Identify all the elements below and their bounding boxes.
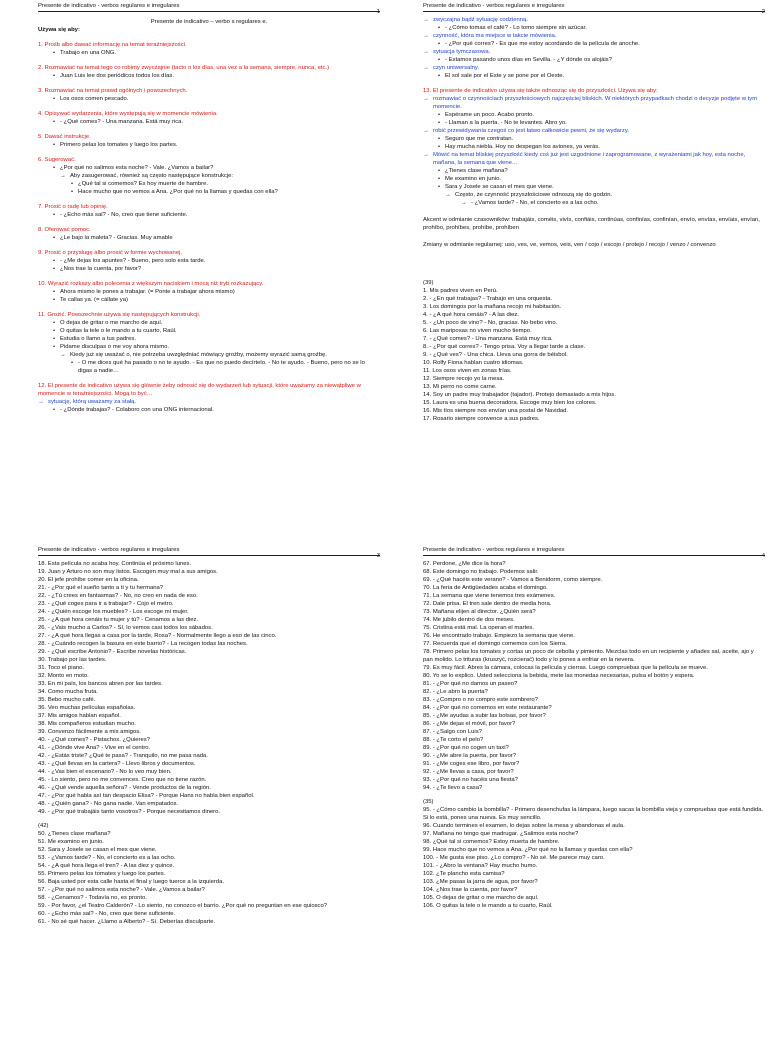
exercise-item: 9. - ¿Qué ves? - Una chica. Lleva una gorra de béisbol. — [423, 352, 568, 358]
example: • - O me dices qué ha pasado o no te ayudo. - Es que no puedo decírtelo. - No te ayudo. - Bueno, pero no se lo digas a nadie… — [38, 359, 380, 375]
example: • Primero pelas los tomates y luego los partes. — [38, 141, 380, 149]
example: • Estudia o llamo a tus padres. — [38, 335, 380, 343]
example: • Me examino en junio. — [423, 175, 765, 183]
exercise-item: 74. Me jubilo dentro de dos meses. — [423, 617, 515, 623]
exercise-item: 11. Los osos viven en zonas frías. — [423, 368, 512, 374]
exercise-item: 68. Este domingo no trabajo. Podemos salir. — [423, 569, 539, 575]
rule-10: 10. Wyrazić rozkazy albo polecenia z większym naciskiem i mocą niż tryb rozkazujący. — [38, 281, 264, 287]
exercise-item: 54. - ¿A qué hora llega el tren? - A las diez y quince. — [38, 863, 175, 869]
exercise-item: 8. - ¿Por qué corres? - Tengo prisa. Voy a llegar tarde a clase. — [423, 344, 586, 350]
usage: → czyn uniwersalny. — [423, 64, 765, 72]
example: • - Llaman a la puerta. - No te levantes. Abro yo. — [423, 119, 765, 127]
usage: → zwyczajna bądź sytuację codzienną. — [423, 16, 765, 24]
exercise-item: 91. - ¿Me coges ese libro, por favor? — [423, 761, 520, 767]
exercise-item: 89. - ¿Por qué no cogen un taxi? — [423, 745, 509, 751]
page-4 — [423, 546, 765, 1042]
exercise-item: 103. ¿Me pasas la jarra de agua, por favor? — [423, 879, 538, 885]
example: • Te callas ya. (= cállate ya) — [38, 296, 380, 304]
exercise-item: 78. Primero pelas los tomates y cortas un poco de cebolla y pimiento. Mezclas todo en un recipiente y añades sal, aceite, ajo y pan molido. Lo trituras (kruszyć, rozcierać) todo y lo pones a enfriar en la nevera. — [423, 649, 754, 663]
example: • - ¿Qué comes? - Una manzana. Está muy rica. — [38, 118, 380, 126]
page-number: 2 — [761, 9, 765, 15]
exercise-list — [423, 806, 765, 910]
exercise-item: 28. - ¿Cuándo recogen la basura en este barrio? - La recogen todas las noches. — [38, 641, 248, 647]
rule-2: 2. Rozmawiać na temat tego co robimy zwyczajnie (tacto o los días, una vez a la semana, siempre, nunca, etc.) — [38, 65, 330, 71]
page-number: 1 — [376, 9, 380, 15]
exercise-item: 93. - ¿Por qué no hacéis una fiesta? — [423, 777, 518, 783]
exercise-item: 99. Hace mucho que no vemos a Ana. ¿Por qué no la llamas y quedas con ella? — [423, 847, 633, 853]
exercise-item: 25. - ¿A qué hora cenáis tu mujer y tú? - Cenamos a las diez. — [38, 617, 199, 623]
note: → Często, że czynność przyszłościowe odnoszą się do godzin. — [423, 191, 765, 199]
exercise-item: 88. - ¿Te corto el pelo? — [423, 737, 484, 743]
exercise-item: 73. Mañana elijen al director. ¿Quién será? — [423, 609, 536, 615]
exercise-item: 17. Rosario siempre convence a sus padres. — [423, 416, 540, 422]
exercise-item: 95. - ¿Cómo cambio la bombilla? - Primero desenchufas la lámpara, luego sacas la bombilla vieja y compruebas que está fundida. Si lo está, pones una nueva. Es muy sencillo. — [423, 807, 764, 821]
exercise-list — [423, 287, 765, 423]
exercise-item: 53. - ¿Vamos tarde? - No, el concierto es a las ocho. — [38, 855, 176, 861]
page-1 — [38, 2, 380, 498]
exercise-item: 94. - ¿Te llevo a casa? — [423, 785, 483, 791]
exercise-item: 31. Toco el piano. — [38, 665, 85, 671]
exercise-item: 48. - ¿Quién gana? - No gana nadie. Van empatados. — [38, 801, 179, 807]
example: • Espérame un poco. Acabo pronto. — [423, 111, 765, 119]
exercise-item: 21. - ¿Por qué el sueño tanto a ti y tu hermana? — [38, 585, 164, 591]
example: • O dejas de gritar o me marcho de aquí. — [38, 319, 380, 327]
exercise-item: 1. Mis padres viven en Perú. — [423, 288, 498, 294]
rule-12: 12. El presente de indicativo używa się głównie żeby odnosić się do wydarzeń lub sytuacji, które uważamy za niewątpliwe w momencie w teraźniejszości. Mogą to być… — [38, 383, 361, 397]
exercise-item: 98. ¿Qué tal si comemos? Estoy muerta de hambre. — [423, 839, 560, 845]
exercise-item: 36. Veo muchas películas españolas. — [38, 705, 136, 711]
exercise-item: 106. O quitas la tele o le mando a tu cuarto, Raúl. — [423, 903, 553, 909]
doc-title: Presente de indicativo – verbo s regulares e. — [150, 19, 268, 25]
exercise-item: 5. - ¿Un poco de vino? - No, gracias. No bebo vino. — [423, 320, 558, 326]
exercise-item: 3. Los domingos por la mañana recojo mi habitación. — [423, 304, 562, 310]
example: • ¿Le bajo la maleta? - Gracias. Muy amable — [38, 234, 380, 242]
exercise-item: 39. Convenzo fácilmente a mis amigos. — [38, 729, 141, 735]
exercise-item: 15. Laura es una buena decoradora. Escoge muy bien los colores. — [423, 400, 597, 406]
example: • Sara y Josele se casan el mes que viene. — [423, 183, 765, 191]
exercise-item: 75. Cristina está mal. La operan el martes. — [423, 625, 534, 631]
exercise-item: 50. ¿Tienes clase mañana? — [38, 831, 111, 837]
exercise-item: 20. El jefe prohíbe comer en la oficina. — [38, 577, 139, 583]
page-number: 4 — [761, 553, 765, 559]
exercise-item: 102. ¿Te plancho esta camisa? — [423, 871, 505, 877]
exercise-item: 56. Baja usted por esta calle hasta el final y luego tuerce a la izquierda. — [38, 879, 224, 885]
example: • ¿Tienes clase mañana? — [423, 167, 765, 175]
exercise-item: 92. - ¿Me llevas a casa, por favor? — [423, 769, 514, 775]
exercise-item: 82. - ¿Le abro la puerta? — [423, 689, 488, 695]
rule-6: 6. Sugerować. — [38, 157, 76, 163]
header-title: Presente de indicativo - verbos regulares e irregulares — [423, 547, 565, 553]
example: • ¿Qué tal si comemos? Es hoy muerte de hambre. — [38, 180, 380, 188]
exercise-item: 41. - ¿Dónde vive Ana? - Vive en el centro. — [38, 745, 151, 751]
changes-note: Zmiany w odmianie regularnej: uso, ves, ve, vemos, veis, ven / cojo / escojo / protejo / recojo / venzo / convenzo — [423, 242, 716, 248]
exercise-item: 49. - ¿Por qué trabajáis tanto vosotros? - Porque necesitamos dinero. — [38, 809, 221, 815]
exercise-item: 13. Mi perro no come carne. — [423, 384, 497, 390]
exercise-item: 10. Rolfy Fiona hablan cuatro idiomas. — [423, 360, 524, 366]
exercise-item: 101. - ¿Abro la ventana? Hay mucho humo. — [423, 863, 538, 869]
page-2 — [423, 2, 765, 498]
example: • ¿Nos trae la cuenta, por favor? — [38, 265, 380, 273]
exercise-item: 59. - Por favor, ¿el Teatro Calderón? - Lo siento, no conozco el barrio. ¿Por qué no preguntan en ese quiosco? — [38, 903, 328, 909]
page-header — [38, 2, 380, 15]
example: → - ¿Vamos tarde? - No, el concierto es a las ocho. — [423, 199, 765, 207]
exercise-item: 90. - ¿Me abre la puerta, por favor? — [423, 753, 516, 759]
rule-5: 5. Dawać instrukcje. — [38, 134, 91, 140]
exercise-item: 38. Mis compañeros estudian mucho. — [38, 721, 136, 727]
exercise-item: 85. - ¿Me ayudas a subir las bolsas, por favor? — [423, 713, 546, 719]
exercise-item: 24. - ¿Quién escoge los muebles? - Los escoge mi mujer. — [38, 609, 189, 615]
example: • Ahora mismo le pones a trabajar. (= Ponte a trabajar ahora mismo) — [38, 288, 380, 296]
exercise-item: 105. O dejas de gritar o me marcho de aquí. — [423, 895, 539, 901]
exercise-item: 70. La feria de Antigüedades acaba el domingo. — [423, 585, 548, 591]
exercise-item: 6. Las mariposas no viven mucho tiempo. — [423, 328, 532, 334]
exercise-item: 58. - ¿Cenamos? - Todavía no, es pronto. — [38, 895, 147, 901]
exercise-item: 57. - ¿Por qué no salimos esta noche? - Vale. ¿Vamos a bailar? — [38, 887, 205, 893]
note: → Aby zasugerować, również są często następujące konstrukcje: — [38, 172, 380, 180]
exercise-item: 69. - ¿Qué hacéis este verano? - Vamos a Benidorm, como siempre. — [423, 577, 603, 583]
page-header — [38, 546, 380, 559]
exercise-item: 23. - ¿Qué coges para ir a trabajar? - Cojo el metro. — [38, 601, 174, 607]
example: • Juan Luis lee dos periódicos todos los días. — [38, 72, 380, 80]
exercise-list — [38, 560, 380, 816]
exercise-item: 61. - No sé qué hacer. ¿Llamo a Alberto? - Sí. Deberías disculparte. — [38, 919, 216, 925]
exercise-item: 79. Es muy fácil. Abres la cámara, colocas la película y cierras. Luego compruebas que la película se mueve. — [423, 665, 708, 671]
exercise-item: 22. - ¿Tú crees en fantasmas? - No, no creo en nada de eso. — [38, 593, 198, 599]
exercise-item: 19. Juan y Arturo no son muy listos. Escogen muy mal a sus amigos. — [38, 569, 218, 575]
rule-13: 13. El presente de indicativo używa się także odnosząc się do przyszłości. Używa się aby: — [423, 88, 658, 94]
page-3 — [38, 546, 380, 1042]
example: • Trabajo en una ONG. — [38, 49, 380, 57]
example: • Pidame disculpas o me voy ahora mismo. — [38, 343, 380, 351]
exercise-item: 14. Soy un padre muy trabajador (tajador). Protejo demasiado a mis hijos. — [423, 392, 616, 398]
example: • - Estamos pasando unos días en Sevilla. - ¿Y dónde os alojáis? — [423, 56, 765, 64]
accent-note: Akcent w odmianie czasowników: trabajáis, coméis, vivís, confiáis, continúas, confinías, confinían, envío, envías, envíais, envían, prohíbo, prohíbes, prohíbe, prohíben — [423, 217, 760, 231]
exercise-item: 46. - ¿Qué vende aquella señora? - Vende productos de la región. — [38, 785, 211, 791]
rule-4: 4. Opisywać wydarzenia, które występują się w momencie mówienia. — [38, 111, 218, 117]
example: • Seguro que me contratan. — [423, 135, 765, 143]
example: • - ¿Dónde trabajas? - Colaboro con una ONG internacional. — [38, 406, 380, 414]
exercise-item: 67. Perdone, ¿Me dice la hora? — [423, 561, 506, 567]
exercise-item: 40. - ¿Qué comes? - Pistachos. ¿Quieres? — [38, 737, 150, 743]
header-title: Presente de indicativo - verbos regulares e irregulares — [38, 3, 180, 9]
exercise-item: 72. Dale prisa. El tren sale dentro de media hora. — [423, 601, 552, 607]
header-title: Presente de indicativo - verbos regulares e irregulares — [38, 547, 180, 553]
exercise-list — [423, 560, 765, 792]
example: • O quitas la tele o le mando a tu cuarto, Raúl. — [38, 327, 380, 335]
exercise-item: 100. - Me gusta ese piso. ¿Lo compro? - No sé. Me parece muy caro. — [423, 855, 605, 861]
rule-11: 11. Grożić. Powszechnie używa się następujących konstrukcji. — [38, 312, 201, 318]
exercise-item: 30. Trabajo por las tardes. — [38, 657, 107, 663]
example: • - ¿Echo más sal? - No, creo que tiene suficiente. — [38, 211, 380, 219]
exercise-item: 43. - ¿Qué llevas en la cartera? - Llevo libros y documentos. — [38, 761, 196, 767]
exercise-item: 42. - ¿Estás triste? ¿Qué te pasa? - Tranquilo, no me pasa nada. — [38, 753, 208, 759]
exercise-item: 81. - ¿Por qué no damos un paseo? — [423, 681, 518, 687]
exercise-title: (39) — [423, 280, 434, 286]
exercise-item: 2. - ¿En qué trabajas? - Trabajo en una orquesta. — [423, 296, 553, 302]
example: • El sol sale por el Este y se pone por el Oeste. — [423, 72, 765, 80]
example: • - ¿Me dejas los apuntes? - Bueno, pero solo esta tarde. — [38, 257, 380, 265]
example: • - ¿Cómo tomas el café? - Lo tomo siempre sin azúcar. — [423, 24, 765, 32]
rule-8: 8. Oferować pomoc. — [38, 227, 91, 233]
intro: Używa się aby: — [38, 27, 80, 33]
example: • - ¿Por qué corres? - Es que me estoy acordando de la película de anoche. — [423, 40, 765, 48]
exercise-item: 27. - ¿A qué hora llegas a casa por la tarde, Rosa? - Normalmente llego a eso de las cinco. — [38, 633, 277, 639]
exercise-item: 47. - ¿Por qué habla así tan despacio Elisa? - Porque Hans no habla bien español. — [38, 793, 255, 799]
exercise-item: 7. - ¿Qué comes? - Una manzana. Está muy rica. — [423, 336, 553, 342]
exercise-item: 16. Mis tíos siempre nos envían una postal de Navidad. — [423, 408, 569, 414]
page-header — [423, 546, 765, 559]
example: • Los osos comen pescado. — [38, 95, 380, 103]
page-number: 3 — [376, 553, 380, 559]
exercise-item: 84. - ¿Por qué no comemos en este restaurante? — [423, 705, 552, 711]
usage: → sytuacja tymczasowa. — [423, 48, 765, 56]
exercise-item: 71. La semana que viene tenemos tres exámenes. — [423, 593, 556, 599]
usage: → sytuację, którą uważamy za stałą. — [38, 398, 380, 406]
exercise-title: (35) — [423, 799, 434, 805]
exercise-title: (42) — [38, 823, 49, 829]
exercise-item: 97. Mañana no tengo que madrugar. ¿Salimos esta noche? — [423, 831, 579, 837]
example: • Hace mucho que no vemos a Ana. ¿Por qué no la llamas y quedas con ella? — [38, 188, 380, 196]
exercise-item: 76. He encontrado trabajo. Empiezo la semana que viene. — [423, 633, 575, 639]
exercise-item: 44. - ¿Vas bien el escenario? - No lo veo muy bien. — [38, 769, 172, 775]
usage: → robić przewidywania czegoś co jest łatwo całkowicie pewni, że się wydarzy. — [423, 127, 765, 135]
exercise-item: 26. - ¿Vais mucho a Carlos? - Sí, lo vemos casi todos los sábados. — [38, 625, 213, 631]
page-header — [423, 2, 765, 15]
header-title: Presente de indicativo - verbos regulares e irregulares — [423, 3, 565, 9]
exercise-item: 51. Me examino en junio. — [38, 839, 104, 845]
exercise-item: 34. Como mucha fruta. — [38, 689, 98, 695]
usage: → Mówić na temat bliskiej przyszłość kiedy coś już jest uzgodnione i zaprogramowane, z wyrażeniami jak hoy, esta noche, mañana, la semana que viene… — [423, 151, 765, 167]
exercise-item: 83. - ¿Compro o no compro este sombrero? — [423, 697, 538, 703]
exercise-item: 32. Monto en moto. — [38, 673, 89, 679]
exercise-item: 55. Primero pelas los tomates y luego los partes. — [38, 871, 166, 877]
note: → Kiedy już się uważać o, nie potrzeba uwzględniać mówiący groźby, możemy wyrazić samą groźbę. — [38, 351, 380, 359]
exercise-item: 33. En mi país, los bancos abren por las tardes. — [38, 681, 163, 687]
exercise-item: 4. - ¿A qué hora cenáis? - A las diez. — [423, 312, 519, 318]
exercise-item: 87. - ¿Salgo con Luis? — [423, 729, 482, 735]
exercise-item: 52. Sara y Josele se casan el mes que viene. — [38, 847, 157, 853]
exercise-item: 18. Esta película no acaba hoy. Continúa el próximo lunes. — [38, 561, 192, 567]
usage: → czynność, która ma miejsce w takcie mówienia. — [423, 32, 765, 40]
rule-7: 7. Prosić o radę lub opinię. — [38, 204, 108, 210]
exercise-item: 60. - ¿Echo más sal? - No, creo que tiene suficiente. — [38, 911, 176, 917]
example: • Hay mucha niebla. Hoy no despegan los aviones, ya verás. — [423, 143, 765, 151]
example: • ¿Por qué no salimos esta noche? - Vale. ¿Vamos a bailar? — [38, 164, 380, 172]
exercise-item: 80. Yo se lo explico. Usted selecciona la bebida, mete las monedas necesarias, pulsa el botón y espera. — [423, 673, 695, 679]
exercise-item: 37. Mis amigos hablan español. — [38, 713, 121, 719]
rule-1: 1. Prośb albo dawać informację na temat teraźniejszości. — [38, 42, 187, 48]
exercise-item: 12. Siempre recojo yo la mesa. — [423, 376, 505, 382]
exercise-item: 45. - Lo siento, pero no me convences. Creo que no tiene razón. — [38, 777, 207, 783]
exercise-item: 86. - ¿Me dejas el móvil, por favor? — [423, 721, 516, 727]
rule-3: 3. Rozmawiać na temat prawd ogólnych i powszechnych. — [38, 88, 188, 94]
exercise-item: 77. Recuerda que el domingo comemos con los Sierra. — [423, 641, 567, 647]
exercise-item: 104. ¿Nos trae la cuenta, por favor? — [423, 887, 518, 893]
usage: → rozmawiać o czynnościach przyszłościowych najczęściej bliskich. W niektórych przypadkach chodzi o decyzje podjęte w tym momencie. — [423, 95, 765, 111]
exercise-item: 29. - ¿Qué escribe Antonio? - Escribe novelas históricas. — [38, 649, 187, 655]
exercise-item: 96. Cuando termines el examen, lo dejas sobre la mesa y abandonas el aula. — [423, 823, 625, 829]
rule-9: 9. Prosić o przysługę albo prosić w formie wychowanej. — [38, 250, 183, 256]
exercise-list — [38, 830, 380, 926]
exercise-item: 35. Bebo mucho café. — [38, 697, 96, 703]
